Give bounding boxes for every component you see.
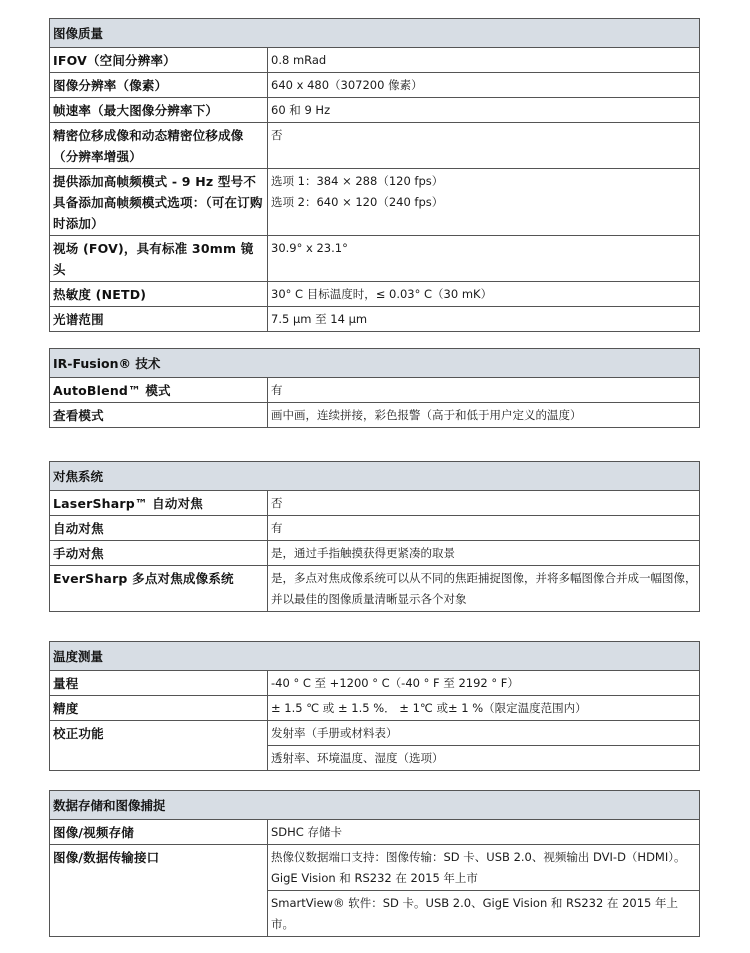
table-row — [50, 491, 700, 516]
row-label-lasersharp: LaserSharp™ 自动对焦 — [50, 491, 268, 516]
table-row — [50, 282, 700, 307]
table-row — [50, 891, 700, 937]
row-value-accuracy: ± 1.5 ℃ 或 ± 1.5 %． ± 1℃ 或± 1 %（限定温度范围内） — [268, 696, 700, 721]
table-row — [50, 845, 700, 891]
row-label-data-interface: 图像/数据传输接口 — [50, 845, 268, 891]
table-row — [50, 98, 700, 123]
image-quality-section — [49, 18, 699, 332]
row-label-correction-continued — [50, 746, 268, 771]
table-row — [50, 516, 700, 541]
row-value-manual-focus: 是，通过手指触摸获得更紧凑的取景 — [268, 541, 700, 566]
table-row — [50, 820, 700, 845]
row-value-ifov: 0.8 mRad — [268, 48, 700, 73]
row-value-correction-1: 发射率（手册或材料表） — [268, 721, 700, 746]
row-label-manual-focus: 手动对焦 — [50, 541, 268, 566]
section-title-image-quality: 图像质量 — [50, 19, 700, 48]
table-row — [50, 378, 700, 403]
row-label-accuracy: 精度 — [50, 696, 268, 721]
row-label-image-video-storage: 图像/视频存储 — [50, 820, 268, 845]
row-value-lasersharp: 否 — [268, 491, 700, 516]
row-value-autofocus: 有 — [268, 516, 700, 541]
row-label-ifov: IFOV（空间分辨率） — [50, 48, 268, 73]
row-value-fov: 30.9° x 23.1° — [268, 236, 700, 282]
table-row — [50, 48, 700, 73]
focus-system-section — [49, 461, 699, 612]
temperature-table — [49, 641, 700, 771]
row-label-spectral-range: 光谱范围 — [50, 307, 268, 332]
row-value-frame-rate: 60 和 9 Hz — [268, 98, 700, 123]
image-quality-table — [49, 18, 700, 332]
row-value-superresolution: 否 — [268, 123, 700, 169]
ir-fusion-section — [49, 348, 699, 428]
section-title-focus: 对焦系统 — [50, 462, 700, 491]
row-label-eversharp: EverSharp 多点对焦成像系统 — [50, 566, 268, 612]
row-label-range: 量程 — [50, 671, 268, 696]
section-title-temperature: 温度测量 — [50, 642, 700, 671]
table-row — [50, 236, 700, 282]
table-row — [50, 169, 700, 236]
row-value-spectral-range: 7.5 μm 至 14 μm — [268, 307, 700, 332]
table-row — [50, 73, 700, 98]
table-row — [50, 746, 700, 771]
row-label-netd: 热敏度 (NETD) — [50, 282, 268, 307]
row-value-high-frame-mode: 选项 1：384 × 288（120 fps） 选项 2：640 × 120（240 fps） — [268, 169, 700, 236]
row-label-frame-rate: 帧速率（最大图像分辨率下） — [50, 98, 268, 123]
focus-system-table — [49, 461, 700, 612]
row-label-correction: 校正功能 — [50, 721, 268, 746]
section-title-storage: 数据存储和图像捕捉 — [50, 791, 700, 820]
row-value-data-interface-2: SmartView® 软件：SD 卡。USB 2.0、GigE Vision 和 RS232 在 2015 年上市。 — [268, 891, 700, 937]
ir-fusion-table — [49, 348, 700, 428]
row-label-resolution: 图像分辨率（像素） — [50, 73, 268, 98]
table-row — [50, 671, 700, 696]
row-label-data-interface-continued — [50, 891, 268, 937]
row-label-superresolution: 精密位移成像和动态精密位移成像（分辨率增强） — [50, 123, 268, 169]
row-value-eversharp: 是，多点对焦成像系统可以从不同的焦距捕捉图像，并将多幅图像合并成一幅图像，并以最佳的图像质量清晰显示各个对象 — [268, 566, 700, 612]
row-value-autoblend: 有 — [268, 378, 700, 403]
row-value-image-video-storage: SDHC 存储卡 — [268, 820, 700, 845]
table-row — [50, 123, 700, 169]
row-label-autoblend: AutoBlend™ 模式 — [50, 378, 268, 403]
table-row — [50, 403, 700, 428]
row-label-autofocus: 自动对焦 — [50, 516, 268, 541]
row-value-resolution: 640 x 480（307200 像素） — [268, 73, 700, 98]
row-value-correction-2: 透射率、环境温度、湿度（选项） — [268, 746, 700, 771]
row-value-view-mode: 画中画，连续拼接，彩色报警（高于和低于用户定义的温度） — [268, 403, 700, 428]
storage-section — [49, 790, 699, 937]
row-value-netd: 30° C 目标温度时，≤ 0.03° C（30 mK） — [268, 282, 700, 307]
row-label-fov: 视场 (FOV)，具有标准 30mm 镜头 — [50, 236, 268, 282]
row-label-view-mode: 查看模式 — [50, 403, 268, 428]
row-value-range: -40 ° C 至 +1200 ° C（-40 ° F 至 2192 ° F） — [268, 671, 700, 696]
table-row — [50, 721, 700, 746]
storage-table — [49, 790, 700, 937]
table-row — [50, 566, 700, 612]
table-row — [50, 307, 700, 332]
table-row — [50, 696, 700, 721]
row-label-high-frame-mode: 提供添加高帧频模式 - 9 Hz 型号不具备添加高帧频模式选项：（可在订购时添加） — [50, 169, 268, 236]
temperature-section — [49, 641, 699, 771]
row-value-data-interface-1: 热像仪数据端口支持：图像传输：SD 卡、USB 2.0、视频输出 DVI-D（HDMI）。GigE Vision 和 RS232 在 2015 年上市 — [268, 845, 700, 891]
table-row — [50, 541, 700, 566]
section-title-ir-fusion: IR-Fusion® 技术 — [50, 349, 700, 378]
